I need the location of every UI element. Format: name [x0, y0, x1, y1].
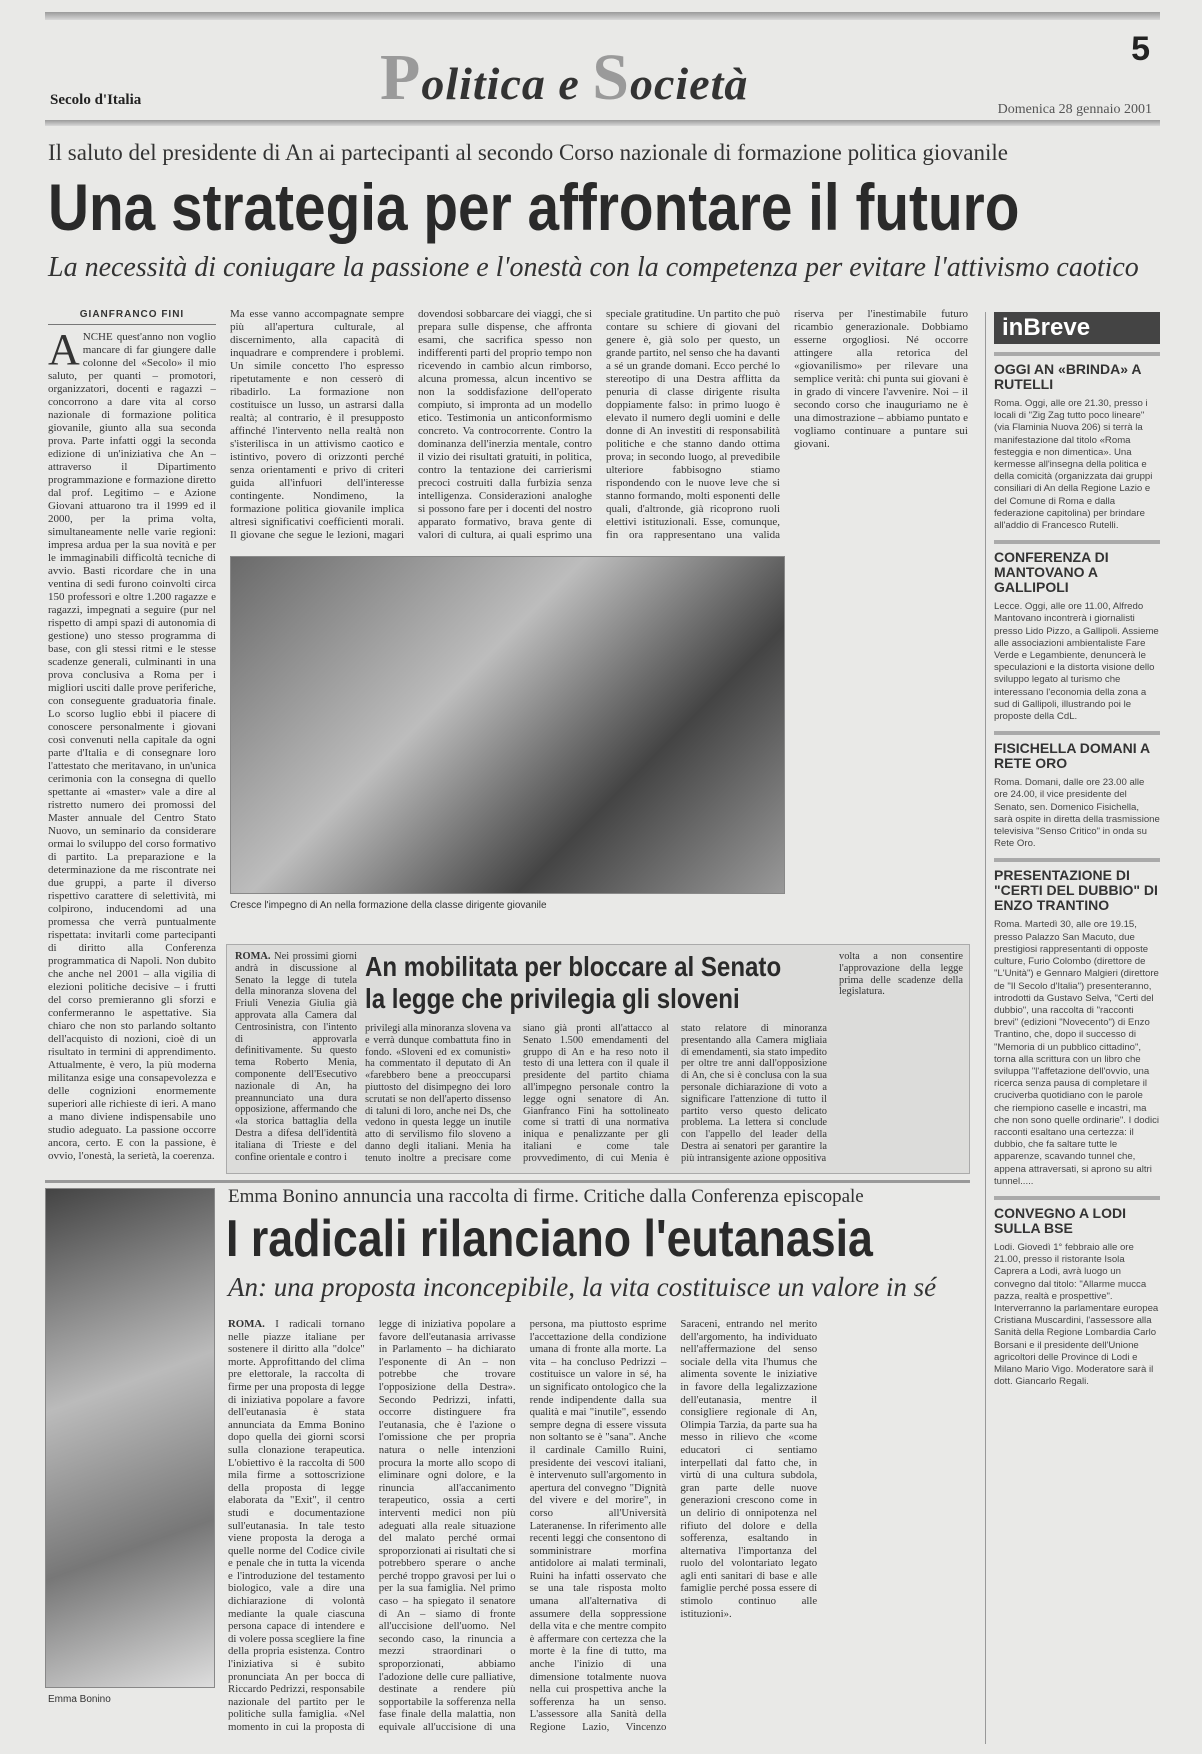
section-title [380, 40, 748, 116]
article2-text: Nei prossimi giorni andrà in discussione al Senato la legge di tutela della minoranza slovena del Friuli Venezia Giulia già approvata alla Camera dal Centrosinistra, con l'intento di approvarla definitivamente. Su questo tema Roberto Menia, componente dell'Esecutivo nazionale di An, ha preannunciato una dura opposizione, affermando che «la storica battaglia della Destra a difesa dell'identità italiana di Trieste e del confine orientale e contro i [235, 951, 357, 1163]
in-breve-logo: inBreve [994, 312, 1160, 344]
paper-name: Secolo d'Italia [50, 92, 142, 108]
article2-columns-middle [365, 1023, 827, 1169]
brief-text: Lecce. Oggi, alle ore 11.00, Alfredo Mantovano incontrerà i giornalisti presso Lido Pizzo, a Gallipoli. Assieme alle associazioni ambientaliste Fare Verde e Legambiente, denuncerà le speculazioni e la distorta visione dello sviluppo legato al turismo che interessano l'economia della zona a sud di Gallipoli, illustrando poi le proposte della CdL. [994, 601, 1159, 723]
article1-body-continued: Ma esse vanno accompagnate sempre più all'apertura culturale, al discernimento, alla capacità di inquadrare e comprendere i problemi. Un simile concetto l'ho espresso ripetutamente e non cesserò di ribadirlo. La formazione non costituisce un lusso, un astrarsi dalla realtà; al contrario, è il presupposto affinché l'intervento nella realtà non s'isterilisca in un attivismo caotico e istintivo, povero di orizzonti perché senza orientamenti e privo di criteri guida all'infuori dell'interesse contingente. Nondimeno, la formazione politica giovanile implica altresì significativi coefficienti morali. Il giovane che segue le lezioni, magari dovendosi sobbarcare dei viaggi, che si prepara sulle dispense, che affronta esami, che sacrifica spesso non indifferenti parti del proprio tempo non ricevendo in cambio alcun rimborso, alcuna promessa, alcun incentivo se non la soddisfazione dell'operato compiuto, si impronta ad un modello etico. Testimonia un anticonformismo concreto. Va controcorrente. Contro la dominanza dell'inerzia mentale, contro il vizio dei risultati gratuiti, in politica, contro la tentazione dei carrierismi precoci costruiti dalla furbizia senza intelligenza. Considerazioni analoghe si possono fare per i docenti del nostro apparato formativo, brava gente di valori di cultura, ai quali esprimo una speciale gratitudine. Un partito che può contare su schiere di giovani del genere è, già solo per questo, un grande partito, nel senso che ha davanti a sé un grande domani. Ecco perché lo stereotipo di una Destra afflitta da penuria di classe dirigente risulta doppiamente falso: in primo luogo è elevato il numero degli uomini e delle donne di An investiti di responsabilità politiche e che stanno dando ottima prova; in secondo luogo, al prevedibile ulteriore fabbisogno stiamo rispondendo con le nuove leve che si stanno formando, molti esponenti delle quali, d'altronde, già ricoprono ruoli elettivi istituzionali. Esse, comunque, fin ora rappresentano una valida riserva per l'inestimabile futuro ricambio generazionale. Dobbiamo esserne orgogliosi. Né occorre attingere alla retorica del «giovanilismo» per rilevare una semplice verità: chi punta sui giovani è in grado di vincere l'avvenire. Noi – il secondo corso che inauguriamo ne è una dimostrazione – abbiamo puntato e vogliamo continuare a puntare sui giovani. [230, 308, 968, 541]
brief-title: OGGI AN «BRINDA» A RUTELLI [994, 352, 1160, 392]
photo-handshake [230, 556, 785, 894]
issue-date: Domenica 28 gennaio 2001 [997, 102, 1152, 117]
article2-dateline: ROMA. [235, 951, 271, 962]
brief-title: FISICHELLA DOMANI A RETE ORO [994, 731, 1160, 771]
header-rule [45, 120, 1160, 126]
article1-headline: Una strategia per affrontare il futuro [48, 170, 1020, 244]
photo-emma-bonino [45, 1188, 215, 1688]
brief-text: Roma. Domani, dalle ore 23.00 alle ore 24.00, il vice presidente del Senato, sen. Domenico Fisichella, sarà ospite in diretta della trasmissione televisiva "Senso Critico" in onda su Rete Oro. [994, 777, 1160, 850]
photo-caption-bonino: Emma Bonino [48, 1694, 111, 1705]
article3-kicker: Emma Bonino annuncia una raccolta di firme. Critiche dalla Conferenza episcopale [228, 1186, 864, 1207]
article2-box [226, 944, 970, 1174]
article3-headline: I radicali rilanciano l'eutanasia [226, 1210, 873, 1268]
article3-text: I radicali tornano nelle piazze italiane per sostenere il diritto alla "dolce" morte. Approfittando del clima pre elettorale, la raccolta di firme per una proposta di legge di iniziativa popolare a favore dell'eutanasia è stata annunciata da Emma Bonino dopo quella dei giorni scorsi sulla clonazione terapeutica. L'obiettivo è la raccolta di 500 mila firme a sottoscrizione della proposta di legge elaborata da "Exit", il centro studi e documentazione sull'eutanasia. In tale testo viene proposta la deroga a quelle norme del Codice civile e penale che in tutta la vicenda e l'introduzione del testamento biologico, vale a dire una dichiarazione di volontà mediante la quale ciascuna persona capace di intendere e di volere possa scegliere la fine della propria esistenza. Contro l'iniziativa si è subito pronunciata An per bocca di Riccardo Pedrizzi, responsabile nazionale del partito per le politiche sulla famiglia. «Nel momento in cui la proposta di legge di iniziativa popolare a favore dell'eutanasia arrivasse in Parlamento – ha dichiarato l'esponente di An – non potrebbe che trovare l'opposizione della Destra». Secondo Pedrizzi, infatti, occorre distinguere fra l'eutanasia, che è l'azione o l'omissione che per propria natura o nelle intenzioni procura la morte allo scopo di eliminare ogni dolore, e la rinuncia all'accanimento terapeutico, ossia a certi interventi medici non più adeguati alla reale situazione del malato perché ormai sproporzionati ai risultati che si potrebbero sperare o anche perché troppo gravosi per lui o per la sua famiglia. Nel primo caso – ha spiegato il senatore di An – siamo di fronte all'uccisione dell'uomo. Nel secondo caso, la rinuncia a mezzi straordinari o sproporzionati, abbiamo l'adozione delle cure palliative, destinate a rendere più sopportabile la sofferenza nella fase finale della malattia, non equivale all'uccisione di una persona, ma piuttosto esprime l'accettazione della condizione umana di fronte alla morte. La vita – ha concluso Pedrizzi – costituisce un valore in sé, ha un significato ontologico che la rende indipendente dalla sua qualità e mai "inutile", essendo sempre degna di essere vissuta non soltanto se è "sana". Anche il cardinale Camillo Ruini, presidente dei vescovi italiani, è intervenuto sull'argomento in apertura del convegno "Dignità del vivere e del morire", in corso all'Università Lateranense. In riferimento alle recenti leggi che consentono di somministrare morfina antidolore ai malati terminali, Ruini ha infatti osservato che se una tale risposta molto umana all'alternativa di assumere della soppressione della vita e che mentre compito è affermare con certezza che la morte è la fine di tutto, ma anche l'inizio di una dimensione totalmente nuova nella cui prospettiva anche la sofferenza ha un senso. L'assessore alla Sanità della Regione Lazio, Vincenzo Saraceni, entrando nel merito dell'argomento, ha individuato nell'affermazione del senso sociale della vita l'humus che alimenta sovente le iniziative in favore della legalizzazione dell'eutanasia, mentre il consigliere regionale di An, Olimpia Tarzia, da parte sua ha messo in rilievo che «come educatori ci sentiamo interpellati dal fatto che, in virtù di una cultura subdola, gran parte delle nuove generazioni crescono come in un delirio di onnipotenza nel rifiuto del dolore e della sofferenza, esaltando in alternativa l'importanza del ruolo del volontariato legato agli enti sanitari di base e alle famiglie perché possa essere di stimolo continuo alle istituzioni». [228, 1318, 818, 1733]
article3-dateline: ROMA. [228, 1318, 265, 1330]
article3-body [228, 1318, 968, 1746]
brief-title: CONVEGNO A LODI SULLA BSE [994, 1196, 1160, 1236]
brief-text: Roma. Oggi, alle ore 21.30, presso i locali di "Zig Zag tutto poco lineare" (via Flaminia Nuova 206) si terrà la manifestazione dal titolo «Roma festeggia e non dimentica». Una kermesse all'insegna della politica e della comicità (organizzata dai gruppi consiliari di An della Regione Lazio e del Comune di Roma e dalla federazione capitolina) per brindare all'addio di Francesco Rutelli. [994, 398, 1153, 532]
section-divider [45, 1180, 970, 1183]
photo-caption: Cresce l'impegno di An nella formazione della classe dirigente giovanile [230, 900, 547, 911]
article1-column-right [797, 556, 968, 934]
article1-columns-top [230, 308, 968, 548]
article2-column-right [839, 951, 963, 1169]
article1-subhead: La necessità di coniugare la passione e l'onestà con la competenza per evitare l'attivismo caotico [48, 252, 1139, 283]
in-breve-sidebar [985, 312, 1160, 1744]
page-number: 5 [1131, 30, 1150, 68]
article1-body: NCHE quest'anno non voglio mancare di far giungere dalle colonne del «Secolo» il mio saluto, per quanti – promotori, organizzatori, docenti e ragazzi – concorrono a dare vita al corso nazionale di formazione politica giovanile, giunto alla sua seconda prova. Parte infatti oggi la seconda edizione di un'iniziativa che An – attraverso il Dipartimento programmazione e formazione diretto dal prof. Legitimo – e Azione Giovani attuarono tra il 1999 ed il 2000, per la prima volta, simultaneamente nelle varie regioni: impresa ardua per la sua novità e per le immaginabili difficoltà tecniche di avvio. Basti ricordare che in una ventina di sedi furono coinvolti circa 150 professori e oltre 1.200 ragazze e ragazzi, impegnati a seguire (pur nel rispetto di ampi spazi di autonomia di gestione) uno stesso programma di base, con gli stessi ritmi e le stesse scadenze generali, culminanti in una prova conclusiva a Roma per i migliori usciti dalle prove periferiche, con conseguente graduatoria finale. Lo scorso luglio ebbi il piacere di conoscere personalmente i giovani così convenuti nella capitale da ogni parte d'Italia e di consegnare loro l'attestato che meritavano, in un'unica cerimonia con la consegna di quello spettante ai «master» vale a dire al ristretto numero dei promossi del Master annuale del Centro Stato Nuovo, un seminario da considerare ormai lo sviluppo del corso formativo di partito. La preparazione e la determinazione da me riscontrate nei due gruppi, a parte il diverso rispettivo carattere di selettività, mi colpirono, inducendomi ad una promessa che verrà puntualmente rispettata: invitarli come partecipanti di diritto alla Conferenza programmatica di Napoli. Non dubito che anche nel 2001 – alla vigilia di elezioni politiche decisive – i frutti del corso premieranno gli sforzi e confermeranno le aspettative. Sia chiaro che non sto parlando soltanto dell'acquisto di nozioni, cioè di un risultato in termini di apprendimento. Attualmente, è vero, la più moderna militanza esige una consapevolezza e delle cognizioni enormemente superiori alle richieste di ieri. A mano a mano diviene indispensabile uno studio adeguato. La passione occorre ancora, certo. E con la passione, è ovvio, l'onestà, la serietà, la coerenza. [48, 331, 216, 1162]
brief-title: CONFERENZA DI MANTOVANO A GALLIPOLI [994, 540, 1160, 595]
article1-kicker: Il saluto del presidente di An ai partecipanti al secondo Corso nazionale di formazione politica giovanile [48, 140, 1008, 165]
brief-item [994, 352, 1160, 532]
brief-text: Roma. Martedì 30, alle ore 19.15, presso Palazzo San Macuto, due prestigiosi rappresentanti di opposte culture, Furio Colombo (direttore de "L'Unità") e Gennaro Malgieri (direttore de "Il Secolo d'Italia") presenteranno, introdotti da Gustavo Selva, "Certi del dubbio", una raccolta di "racconti brevi" (edizioni "Novecento") di Enzo Trantino, che, dopo il successo di "Memoria di un pubblico cittadino", torna alla scrittura con un libro che sviluppa "l'affetazione dell'ovvio, una ricerca senza pausa di completare il cruciverba quotidiano con le parole che riempiono caselle e incastri, ma che non sono quelle ordinarie". I dodici racconti esaltano una certezza: il dubbio, che fa saltare tutte le apparenze, scavando tunnel che, appena attraversati, si aprono su altri tunnel..... [994, 919, 1160, 1187]
article2-text-continued: volta a non consentire l'approvazione della legge prima delle scadenze della legislatura. [839, 951, 963, 998]
brief-title: PRESENTAZIONE DI "CERTI DEL DUBBIO" DI ENZO TRANTINO [994, 858, 1160, 913]
brief-item [994, 540, 1160, 723]
article1-byline: GIANFRANCO FINI [48, 308, 216, 325]
brief-item [994, 858, 1160, 1187]
article1-column-1 [48, 308, 216, 1170]
article2-headline-2: la legge che privilegia gli sloveni [365, 983, 740, 1014]
brief-item [994, 731, 1160, 850]
article2-column-1 [235, 951, 357, 1169]
brief-text: Lodi. Giovedì 1° febbraio alle ore 21.00, presso il ristorante Isola Caprera a Lodi, avrà luogo un convegno dal titolo: "Allarme mucca pazza, realtà e prospettive". Interverranno la parlamentare europea Cristiana Muscardini, l'assessore alla Sanità della Regione Lombardia Carlo Borsani e il presidente dell'Unione agricoltori delle Province di Lodi e Milano Mario Vigo. Moderatore sarà il dott. Giancarlo Regali. [994, 1241, 1159, 1388]
brief-item [994, 1196, 1160, 1388]
article2-headline-1: An mobilitata per bloccare al Senato [365, 951, 782, 982]
drop-cap: A [48, 325, 80, 374]
section-title-text: Politica e Società [380, 41, 749, 114]
article2-text-continued: privilegi alla minoranza slovena va e verrà dunque combattuta fino in fondo. «Sloveni ed ex comunisti» ha commentato il deputato di An «farebbero bene a preoccuparsi piuttosto del disimpegno dei loro scrutati se non dell'aperto dissenso di taluni di loro, anche nei Ds, che vedono in questa legge un inutile atto di servilismo filo sloveno a danno degli italiani. Menia ha tenuto inoltre a precisare come siano già pronti all'attacco al Senato 1.500 emendamenti del gruppo di An e ha reso noto il testo di una lettera con il quale il presidente del partito chiama all'impegno personale contro la legge ogni senatore di An. Gianfranco Fini ha sottolineato come si tratti di una normativa iniqua e penalizzante per gli italiani e come tale provvedimento, di cui Menia è stato relatore di minoranza presentando alla Camera migliaia di emendamenti, sia stato impedito per oltre tre anni dall'opposizione di An, che si è conclusa con la sua personale dichiarazione di voto a significare l'attenzione di tutto il partito verso questo delicato problema. La lettera si conclude con l'appello del leader della Destra ai senatori per garantire la più intransigente azione oppositiva [365, 1023, 827, 1164]
article3-subhead: An: una proposta inconcepibile, la vita costituisce un valore in sé [228, 1272, 937, 1302]
top-rule [45, 12, 1160, 20]
